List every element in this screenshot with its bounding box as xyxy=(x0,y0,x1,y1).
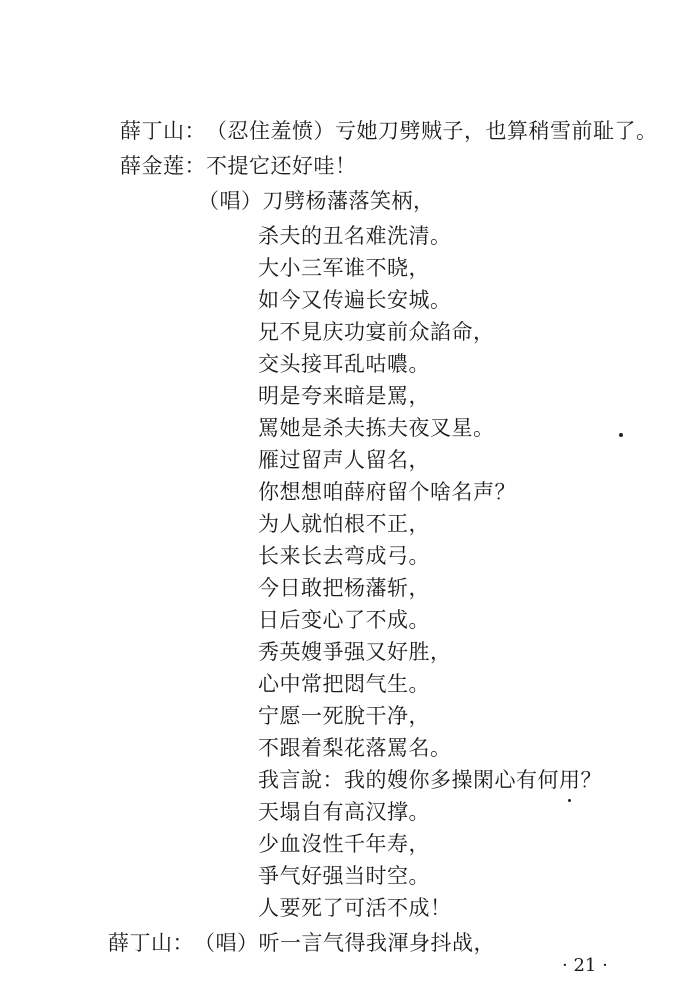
song-line: 兄不見庆功宴前众諂命， xyxy=(258,320,495,344)
song-line: 为人就怕根不正， xyxy=(258,512,430,536)
ink-speck xyxy=(619,433,623,437)
song-line: 长来长去弯成弓。 xyxy=(258,544,430,568)
song-line: 秀英嫂爭强又好胜， xyxy=(258,640,452,664)
dialogue-text: （唱）听一言气得我渾身抖战， xyxy=(194,931,495,955)
dialogue-text: 不提它还好哇！ xyxy=(206,154,357,178)
ink-speck xyxy=(568,799,571,802)
song-line: 少血沒性千年寿， xyxy=(258,832,430,856)
song-line: 如今又传遍长安城。 xyxy=(258,288,452,312)
song-line: 爭气好强当时空。 xyxy=(258,864,430,888)
song-line: 宁愿一死脫干净， xyxy=(258,704,430,728)
dialogue-line xyxy=(120,118,658,144)
page-number: · 21 · xyxy=(562,955,608,976)
speaker-name: 薛丁山： xyxy=(108,931,194,955)
song-line: 大小三军谁不晓， xyxy=(258,256,430,280)
song-line: 心中常把悶气生。 xyxy=(258,672,430,696)
song-line: 交头接耳乱咕噥。 xyxy=(258,352,430,376)
song-line: 天塌自有高汉撑。 xyxy=(258,800,430,824)
song-line: 不跟着梨花落罵名。 xyxy=(258,736,452,760)
dialogue-line xyxy=(120,153,357,179)
song-line: 罵她是杀夫拣夫夜叉星。 xyxy=(258,416,495,440)
song-line: 明是夸来暗是罵， xyxy=(258,384,430,408)
dialogue-text: （忍住羞愤）亏她刀劈贼子，也算稍雪前耻了。 xyxy=(206,119,658,143)
song-line: 我言說：我的嫂你多操閑心有何用？ xyxy=(258,768,602,792)
song-line: 雁过留声人留名， xyxy=(258,448,430,472)
song-line: 杀夫的丑名难洗清。 xyxy=(258,224,452,248)
speaker-name: 薛丁山： xyxy=(120,119,206,143)
song-line: 你想想咱薛府留个啥名声？ xyxy=(258,480,516,504)
song-line: 人要死了可活不成！ xyxy=(258,896,452,920)
speaker-name: 薛金莲： xyxy=(120,154,206,178)
song-line: 日后变心了不成。 xyxy=(258,608,430,632)
song-line: 今日敢把杨藩斩， xyxy=(258,576,430,600)
dialogue-line xyxy=(108,930,495,956)
song-intro-line: （唱）刀劈杨藩落笑柄， xyxy=(198,189,435,213)
